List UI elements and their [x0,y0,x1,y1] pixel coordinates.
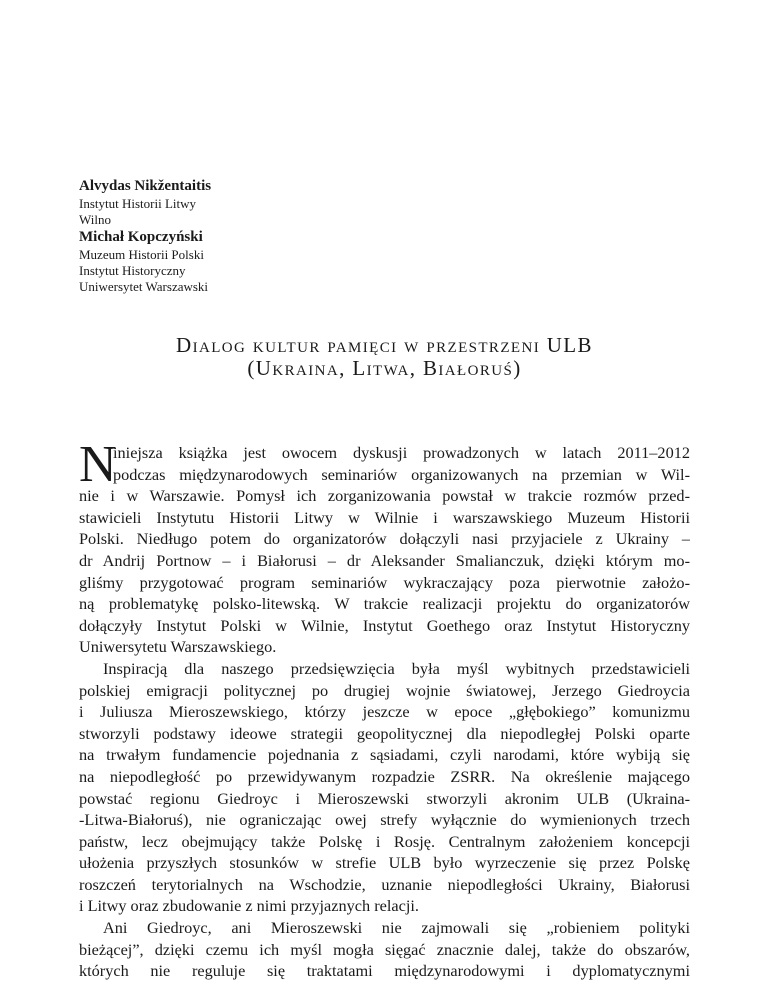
paragraph [79,658,690,917]
text-line: -Litwa-Białoruś), nie ograniczając owej strefy wyłącznie do wymienionych trzech [79,810,690,830]
text-line: dr Andrij Portnow – i Białorusi – dr Aleksander Smalianczuk, dzięki którym mo- [79,550,690,570]
text-line: ną problematykę polsko-litewską. W trakcie realizacji projektu do organizatorów [79,594,690,614]
text-line: i Litwy oraz zbudowanie z nimi przyjaznych relacji. [79,896,419,916]
paragraph [79,442,690,658]
text-line: ułożenia przyszłych stosunków w strefie ULB było wyrzeczenie się przez Polskę [79,853,690,873]
author-affiliation: Uniwersytet Warszawski [79,279,209,294]
text-line: iniejsza książka jest owocem dyskusji prowadzonych w latach 2011–2012 [113,443,690,462]
text-line: polskiej emigracji politycznej po drugiej wojnie światowej, Jerzego Giedroycia [79,680,690,700]
author-block [79,177,479,295]
text-line: których nie reguluje się traktatami międzynarodowymi i dyplomatycznymi [79,961,690,981]
text-line: roszczeń terytorialnych na Wschodzie, uznanie niepodległości Ukrainy, Białorusi [79,874,690,894]
author-affiliation: Muzeum Historii Polski [79,247,204,262]
text-line: Inspiracją dla naszego przedsięwzięcia była myśl wybitnych przedstawicieli [103,658,690,678]
author-name: Michał Kopczyński [79,229,203,245]
author-affiliation: Instytut Historyczny [79,263,186,278]
text-line: bieżącej”, dzięki czemu ich myśl mogła sięgać znacznie dalej, także do obszarów, [79,939,690,959]
author-name: Alvydas Nikžentaitis [79,178,212,194]
text-line: Polski. Niedługo potem do organizatorów dołączyli nasi przyjaciele z Ukrainy – [79,529,690,549]
text-line: stawicieli Instytutu Historii Litwy w Wilnie i warszawskiego Muzeum Historii [79,507,690,527]
text-line: gliśmy przygotować program seminariów wykraczający poza pierwotnie założo- [79,572,690,592]
text-line: powstać regionu Giedroyc i Mieroszewski stworzyli akronim ULB (Ukraina- [79,788,690,808]
chapter-title [79,334,690,380]
text-line: dołączyły Instytut Polski w Wilnie, Instytut Goethego oraz Instytut Historyczny [79,615,690,635]
text-line: państw, lecz obejmujący także Polskę i Rosję. Centralnym założeniem koncepcji [79,831,690,851]
body-text [79,436,690,982]
text-line: i Juliusza Mieroszewskiego, którzy jeszcze w epoce „głębokiego” komunizmu [79,702,690,722]
text-line: nie i w Warszawie. Pomysł ich zorganizowania powstał w trakcie rozmów przed- [79,486,690,506]
text-line: Ani Giedroyc, ani Mieroszewski nie zajmowali się „robieniem polityki [103,918,690,938]
text-line: na niepodległość po przewidywanym rozpadzie ZSRR. Na określenie mającego [79,766,690,786]
chapter-title-line: Dialog kultur pamięci w przestrzeni ULB [176,333,593,357]
paragraph [79,917,690,982]
text-line: Uniwersytetu Warszawskiego. [79,637,277,657]
text-line: na trwałym fundamencie pojednania z sąsiadami, czyli narodami, które wybiją się [79,745,690,765]
author-affiliation: Wilno [79,212,111,227]
text-line: podczas międzynarodowych seminariów organizowanych na przemian w Wil- [113,464,690,484]
chapter-title-line: (Ukraina, Litwa, Białoruś) [247,356,522,380]
text-line: stworzyli podstawy ideowe strategii geopolitycznej dla niepodległej Polski oparte [79,723,690,743]
author-affiliation: Instytut Historii Litwy [79,196,196,211]
drop-cap: N [79,436,117,493]
